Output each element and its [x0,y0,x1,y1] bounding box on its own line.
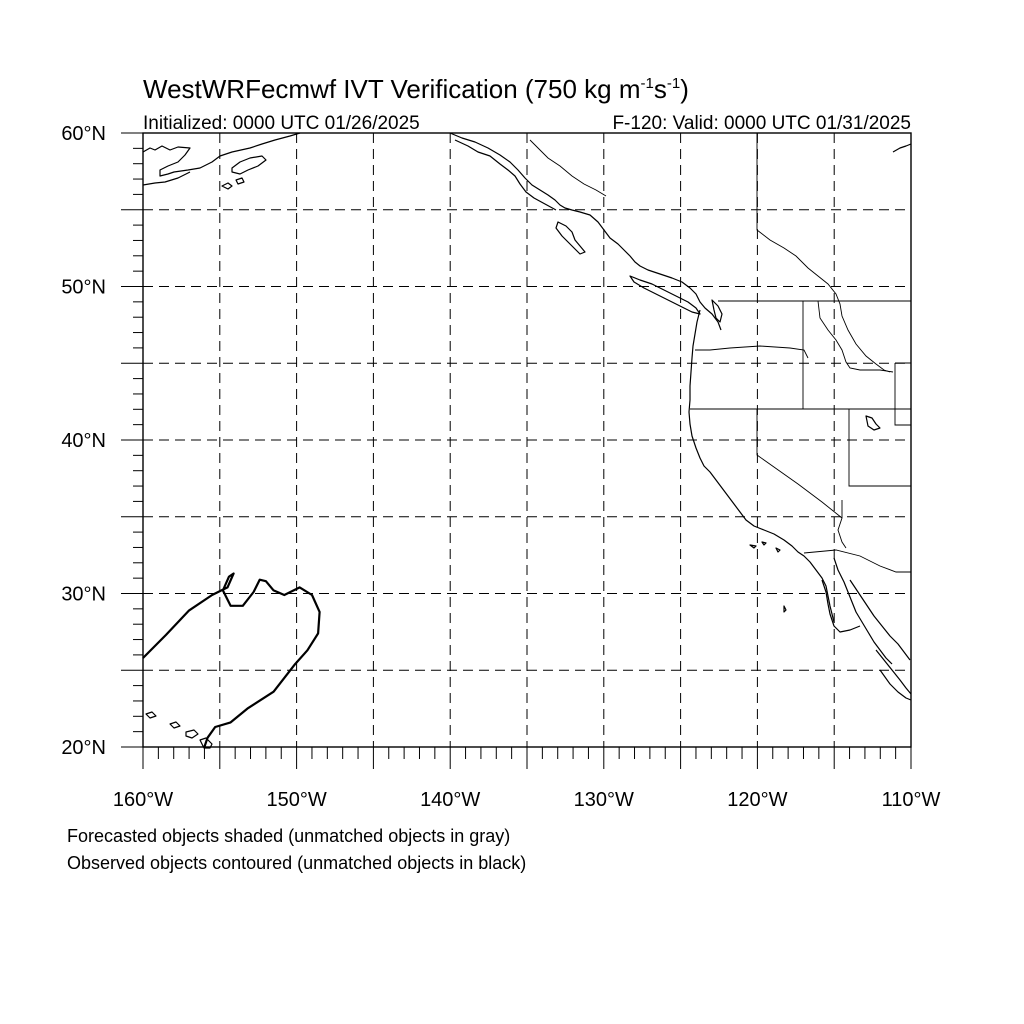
lat-tick-label: 30°N [61,583,106,606]
border-us-mexico [804,550,911,572]
lon-tick-label: 160°W [112,789,174,811]
border-ca-nv [757,409,842,518]
lon-tick-label: 150°W [266,789,327,811]
vancouver-island [630,276,700,314]
lon-tick-label: 140°W [420,789,481,811]
gulf-of-california-east [850,580,910,660]
hawaii-kauai [146,712,156,718]
border-bc-alberta [757,133,890,372]
border-id-mt [818,301,893,372]
puget-sound [712,300,722,322]
map-title: WestWRFecmwf IVT Verification (750 kg $m^{-1}s^{-1}$) [143,74,689,104]
hawaii-maui [186,730,198,738]
great-salt-lake [866,416,880,430]
axes [61,123,940,811]
baja-west-coast [822,580,860,632]
footnote-forecast: Forecasted objects shaded (unmatched objects in gray) [67,826,511,846]
coast-us-west [689,310,834,622]
channel-islands [750,542,780,552]
lat-tick-label: 60°N [61,123,106,145]
hawaii-oahu-molokai [170,722,180,728]
footnote-observed: Observed objects contoured (unmatched objects in black) [67,853,527,873]
lat-tick-label: 20°N [61,737,106,759]
alaska-peninsula-isles [222,178,244,189]
map-panel [61,123,940,811]
lon-tick-label: 110°W [881,789,941,811]
kodiak-island [232,156,266,174]
coast-alaska [143,133,300,176]
border-alaska-canada [530,140,606,196]
coast-hudson [893,144,911,152]
lon-tick-label: 120°W [727,789,788,811]
border-wa-or [695,346,808,358]
lat-tick-label: 40°N [61,430,106,452]
lat-tick-label: 50°N [61,276,106,299]
valid-time-label: F-120: Valid: 0000 UTC 01/31/2025 [612,113,911,134]
init-time-label: Initialized: 0000 UTC 01/26/2025 [143,113,420,134]
observed-ivt-object-contour [143,574,320,748]
border-nv-az [838,500,846,548]
baja-california [834,558,892,664]
border-id-ut [849,409,911,486]
lon-tick-label: 130°W [573,789,634,811]
border-wy [895,363,911,425]
grid-lines [143,133,911,747]
political-borders [530,133,911,572]
guadalupe-island [784,606,786,612]
queen-charlotte-islands [556,222,585,254]
